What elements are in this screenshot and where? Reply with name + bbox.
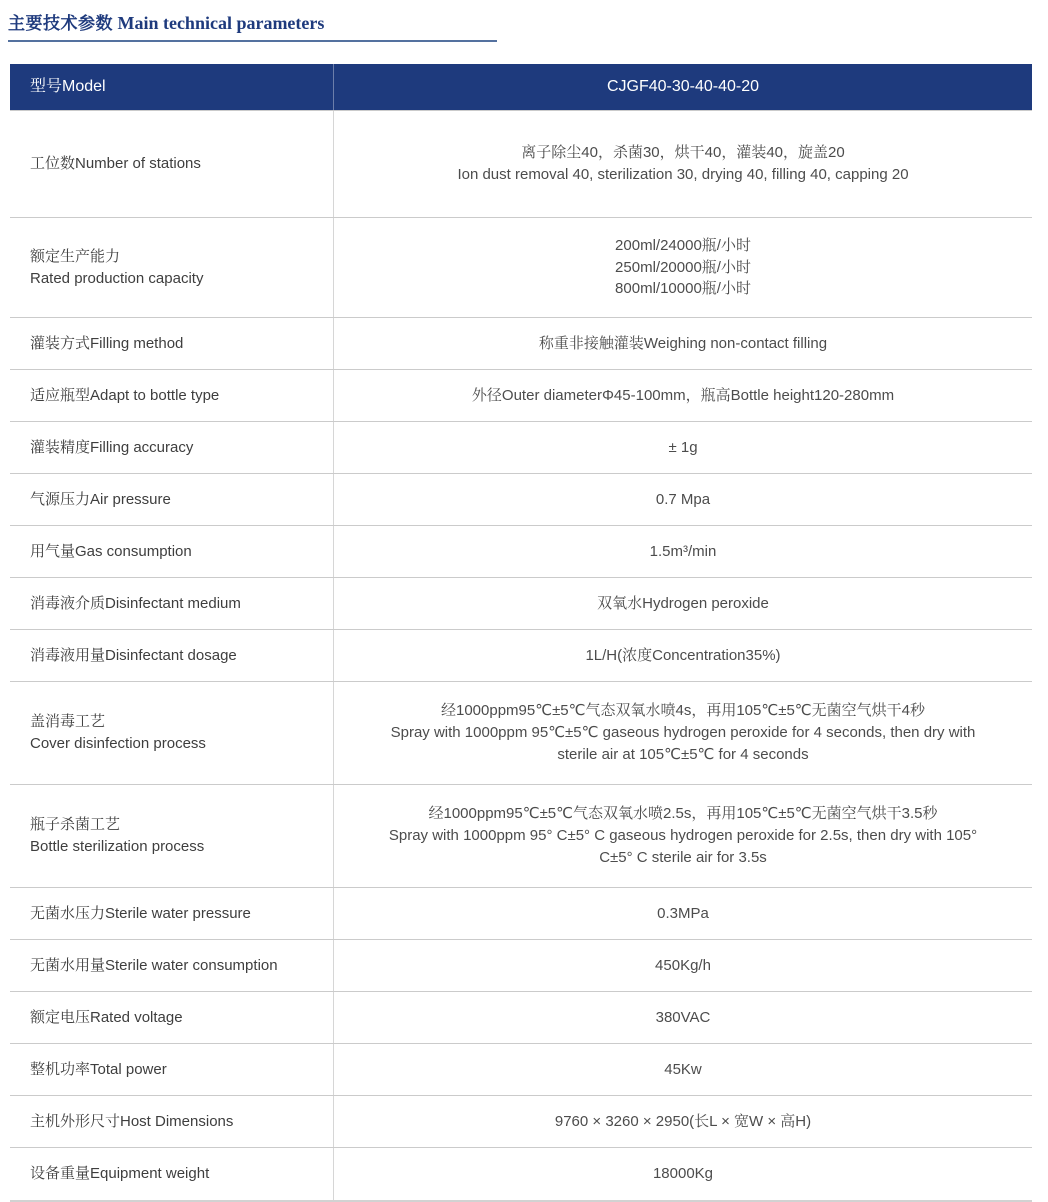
param-label: 设备重量Equipment weight: [30, 1165, 210, 1183]
param-label-cell: [10, 218, 334, 317]
param-value: 18000Kg: [652, 1165, 714, 1183]
param-value: 0.7 Mpa: [655, 490, 711, 508]
section-title-cn: 主要技术参数: [8, 14, 113, 33]
table-row-cover-disinfection: [10, 682, 1032, 785]
param-value: 0.3MPa: [657, 904, 709, 922]
table-row-rated-capacity: [10, 218, 1032, 318]
param-value-cell: [334, 1096, 1032, 1147]
param-value-cell: [334, 630, 1032, 681]
table-row-host-dimensions: [10, 1096, 1032, 1148]
param-value-cell: [334, 992, 1032, 1043]
table-row-disinfectant-medium: [10, 578, 1032, 630]
param-value-cn: 经1000ppm95℃±5℃气态双氧水喷2.5s，再用105℃±5℃无菌空气烘干3.5秒: [428, 805, 938, 823]
section-title-en: Main technical parameters: [117, 13, 325, 33]
param-value-line: 250ml/20000瓶/小时: [615, 258, 751, 276]
param-label-cn: 瓶子杀菌工艺: [30, 816, 121, 834]
param-label-cell: [10, 526, 334, 577]
param-label: 气源压力Air pressure: [30, 490, 171, 508]
param-label-cell: [10, 630, 334, 681]
param-label-cell: [10, 111, 334, 217]
table-row-equipment-weight: [10, 1148, 1032, 1200]
param-value: 45Kw: [664, 1060, 702, 1078]
param-label-cell: [10, 992, 334, 1043]
param-label-cell: [10, 422, 334, 473]
param-value: ± 1g: [668, 438, 698, 456]
param-label: 消毒液用量Disinfectant dosage: [30, 646, 237, 664]
param-value-cell: [334, 578, 1032, 629]
param-label-cell: [10, 318, 334, 369]
param-label-en: Rated production capacity: [30, 269, 204, 287]
param-value: 1L/H(浓度Concentration35%): [585, 646, 781, 664]
param-value: 1.5m³/min: [649, 542, 717, 560]
param-label-en: Bottle sterilization process: [30, 838, 205, 855]
param-label: 主机外形尺寸Host Dimensions: [30, 1112, 234, 1130]
param-label-cell: [10, 1096, 334, 1147]
param-label-cell: [10, 1148, 334, 1200]
table-row-filling-method: [10, 318, 1032, 370]
param-value: 380VAC: [655, 1008, 711, 1026]
param-label: 灌装精度Filling accuracy: [30, 438, 194, 456]
param-label: 额定电压Rated voltage: [30, 1008, 183, 1026]
technical-parameters-table: [10, 64, 1032, 1202]
param-label-cell: [10, 682, 334, 784]
param-value-cell: [334, 888, 1032, 939]
model-label-cell: [10, 64, 334, 110]
param-value-cell: [334, 422, 1032, 473]
param-label: 用气量Gas consumption: [30, 542, 192, 560]
param-value-cell: [334, 785, 1032, 887]
param-label: 无菌水用量Sterile water consumption: [30, 956, 278, 974]
table-row-bottle-sterilization: [10, 785, 1032, 888]
param-value-en: Spray with 1000ppm 95℃±5℃ gaseous hydrogen peroxide for 4 seconds, then dry with sterile air at 105℃±5℃ for 4 seconds: [390, 724, 976, 763]
param-value-cell: [334, 111, 1032, 217]
param-label: 消毒液介质Disinfectant medium: [30, 594, 241, 612]
param-value-cn: 离子除尘40，杀菌30，烘干40，灌装40，旋盖20: [521, 144, 845, 162]
param-value-cell: [334, 526, 1032, 577]
model-value-cell: [334, 64, 1032, 110]
param-value-cell: [334, 218, 1032, 317]
param-value-cell: [334, 370, 1032, 421]
param-label-cell: [10, 785, 334, 887]
param-label-cell: [10, 474, 334, 525]
section-title: [8, 9, 497, 42]
param-value-cn: 经1000ppm95℃±5℃气态双氧水喷4s，再用105℃±5℃无菌空气烘干4秒: [441, 702, 925, 720]
table-header-row: [10, 64, 1032, 111]
param-value-cell: [334, 474, 1032, 525]
table-row-filling-accuracy: [10, 422, 1032, 474]
table-row-air-pressure: [10, 474, 1032, 526]
param-label: 工位数Number of stations: [30, 155, 201, 173]
model-label: 型号Model: [30, 78, 106, 96]
param-label-cn: 盖消毒工艺: [30, 713, 106, 731]
model-number: CJGF40-30-40-40-20: [606, 78, 760, 96]
param-value-cell: [334, 1044, 1032, 1095]
param-value: 外径Outer diameterΦ45-100mm，瓶高Bottle height120-280mm: [471, 386, 895, 404]
table-row-bottle-type: [10, 370, 1032, 422]
param-label-cn: 额定生产能力: [30, 247, 121, 265]
table-row-gas-consumption: [10, 526, 1032, 578]
param-label-cell: [10, 940, 334, 991]
table-row-rated-voltage: [10, 992, 1032, 1044]
param-label: 适应瓶型Adapt to bottle type: [30, 386, 220, 404]
param-label: 无菌水压力Sterile water pressure: [30, 904, 251, 922]
param-value-cell: [334, 1148, 1032, 1200]
param-value-cell: [334, 318, 1032, 369]
param-label-cell: [10, 1044, 334, 1095]
param-label-cell: [10, 370, 334, 421]
param-label: 整机功率Total power: [30, 1060, 167, 1078]
param-value-line: 200ml/24000瓶/小时: [615, 236, 751, 254]
param-value: 称重非接触灌装Weighing non-contact filling: [538, 334, 828, 352]
param-value-en: Ion dust removal 40, sterilization 30, drying 40, filling 40, capping 20: [457, 166, 909, 183]
table-row-total-power: [10, 1044, 1032, 1096]
param-label: 灌装方式Filling method: [30, 334, 184, 352]
param-value: 9760 × 3260 × 2950(长L × 宽W × 高H): [554, 1112, 812, 1130]
table-row-stations: [10, 111, 1032, 218]
param-value-en: Spray with 1000ppm 95° C±5° C gaseous hydrogen peroxide for 2.5s, then dry with 105° C±5° C sterile air for 3.5s: [388, 827, 978, 866]
table-row-sterile-water-consumption: [10, 940, 1032, 992]
param-value-cell: [334, 682, 1032, 784]
param-label-cell: [10, 888, 334, 939]
table-row-disinfectant-dosage: [10, 630, 1032, 682]
param-label-en: Cover disinfection process: [30, 735, 206, 752]
table-row-sterile-water-pressure: [10, 888, 1032, 940]
param-value: 450Kg/h: [655, 956, 711, 974]
param-value: 双氧水Hydrogen peroxide: [597, 594, 769, 612]
param-value-cell: [334, 940, 1032, 991]
param-value-line: 800ml/10000瓶/小时: [615, 280, 751, 298]
param-label-cell: [10, 578, 334, 629]
